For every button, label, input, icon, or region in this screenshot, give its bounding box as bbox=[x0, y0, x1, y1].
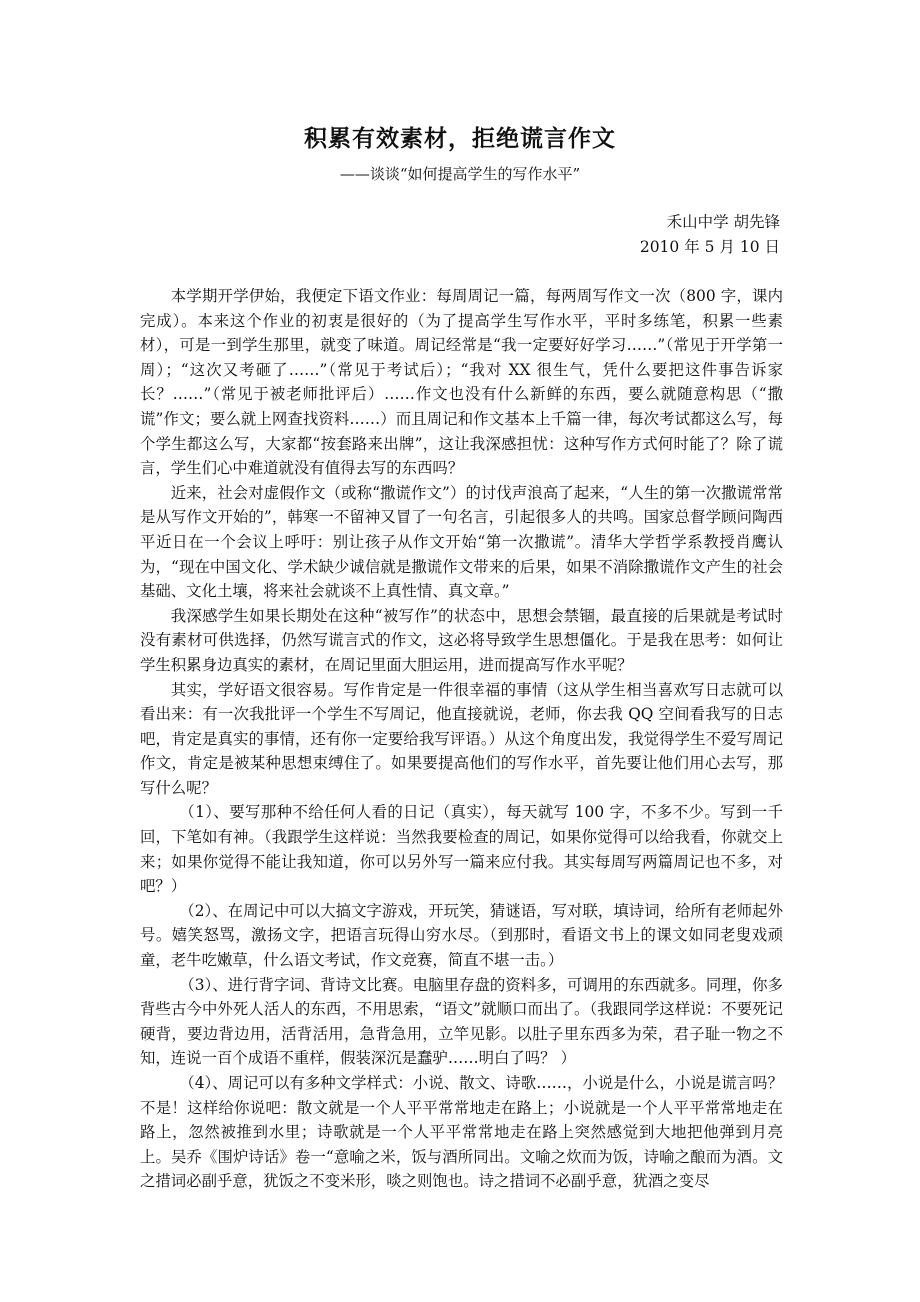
list-item-paragraph: （1）、要写那种不给任何人看的日记（真实），每天就写 100 字，不多不少。写到一千回，下笔如有神。（我跟学生这样说：当然我要检查的周记，如果你觉得可以给我看，你就交上来；如果你觉得不能让我知道，你可以另外写一篇来应付我。其实每周写两篇周记也不多，对吧？） bbox=[140, 803, 783, 896]
article-title: 积累有效素材，拒绝谎言作文 bbox=[304, 125, 616, 152]
date-line: 2010 年 5 月 10 日 bbox=[639, 238, 780, 256]
body-paragraph: 其实，学好语文很容易。写作肯定是一件很幸福的事情（这从学生相当喜欢写日志就可以看出来：有一次我批评一个学生不写周记，他直接就说，老师，你去我 QQ 空间看我写的日志吧，肯定是真实的事情，还有你一定要给我写评语。）从这个角度出发，我觉得学生不爱写周记作文，肯定是被某种思想束缚住了。如果要提高他们的写作水平，首先要让他们用心去写，那写什么呢？ bbox=[140, 680, 783, 797]
list-item-paragraph: （2）、在周记中可以大搞文字游戏，开玩笑，猜谜语，写对联，填诗词，给所有老师起外号。嬉笑怒骂，激扬文字，把语言玩得山穷水尽。（到那时，看语文书上的课文如同老叟戏顽童，老牛吃嫩草，什么语文考试，作文竞赛，简直不堪一击。） bbox=[140, 901, 783, 970]
list-item-paragraph: （3）、进行背字词、背诗文比赛。电脑里存盘的资料多，可调用的东西就多。同理，你多背些古今中外死人活人的东西，不用思索，“语文”就顺口而出了。（我跟同学这样说：不要死记硬背，要边背边用，活背活用，急背急用，立竿见影。以肚子里东西多为荣，君子耻一物之不知，连说一百个成语不重样，假装深沉是蠢驴……明白了吗？ ） bbox=[140, 975, 783, 1068]
body-paragraph: 本学期开学伊始，我便定下语文作业：每周周记一篇，每两周写作文一次（800 字，课内完成）。本来这个作业的初衷是很好的（为了提高学生写作水平，平时多练笔，积累一些素材），可是一到学生那里，就变了味道。周记经常是“我一定要好好学习……”（常见于开学第一周）；“这次又考砸了……”（常见于考试后）；“我对 XX 很生气，凭什么要把这件事告诉家长？……”（常见于被老师批评后）……作文也没有什么新鲜的东西，要么就随意构思（“撒谎”作文；要么就上网查找资料……）而且周记和作文基本上千篇一律，每次考试都这么写，每个学生都这么写，大家都“按套路来出牌”，这让我深感担忧：这种写作方式何时能了？除了谎言，学生们心中难道就没有值得去写的东西吗？ bbox=[140, 287, 783, 478]
body-paragraph: 近来，社会对虚假作文（或称“撒谎作文”）的讨伐声浪高了起来，“人生的第一次撒谎常常是从写作文开始的”，韩寒一不留神又冒了一句名言，引起很多人的共鸣。国家总督学顾问陶西平近日在一个会议上呼吁：别让孩子从作文开始“第一次撒谎”。清华大学哲学系教授肖鹰认为，“现在中国文化、学术缺少诚信就是撒谎作文带来的后果，如果不消除撒谎作文产生的社会基础、文化土壤，将来社会就谈不上真性情、真文章。” bbox=[140, 483, 783, 601]
byline bbox=[640, 210, 780, 260]
body-paragraph: 我深感学生如果长期处在这种“被写作”的状态中，思想会禁锢，最直接的后果就是考试时没有素材可供选择，仍然写谎言式的作文，这必将导致学生思想僵化。于是我在思考：如何让学生积累身边真实的素材，在周记里面大胆运用，进而提高写作水平呢？ bbox=[140, 606, 783, 674]
article-subtitle: ——谈谈“如何提高学生的写作水平” bbox=[339, 165, 581, 183]
list-item-paragraph: （4）、周记可以有多种文学样式：小说、散文、诗歌……，小说是什么，小说是谎言吗？不是！这样给你说吧：散文就是一个人平平常常地走在路上；小说就是一个人平平常常地走在路上，忽然被推到水里；诗歌就是一个人平平常常地走在路上突然感觉到大地把他弹到月亮上。吴乔《围炉诗话》卷一“意喻之米，饭与酒所同出。文喻之炊而为饭，诗喻之酿而为酒。文之措词必副乎意，犹饭之不变米形，啖之则饱也。诗之措词不必副乎意，犹酒之变尽 bbox=[140, 1074, 783, 1191]
author-line: 禾山中学 胡先锋 bbox=[666, 213, 780, 231]
article-body bbox=[140, 284, 783, 1194]
